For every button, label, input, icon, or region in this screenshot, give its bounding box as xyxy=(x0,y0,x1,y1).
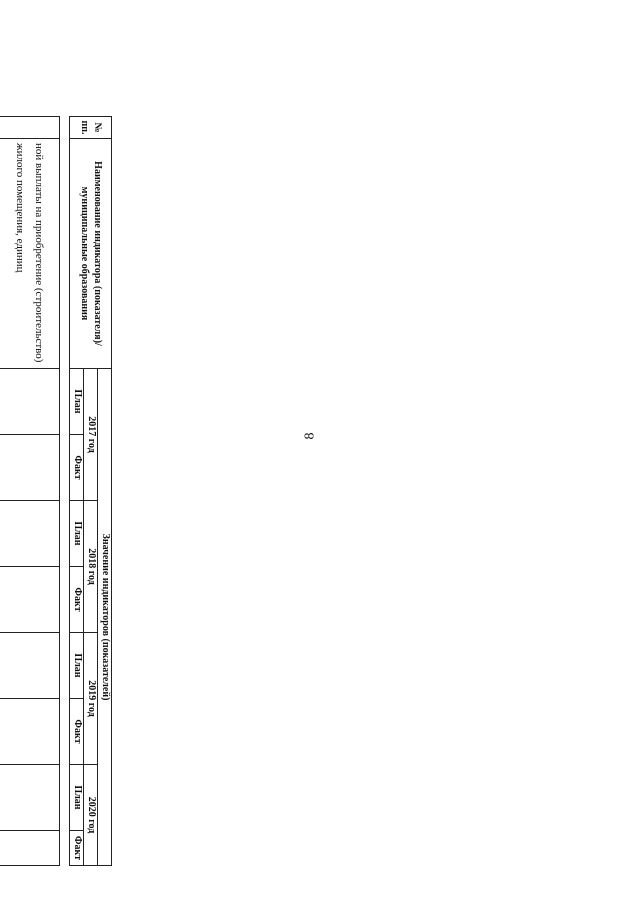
row-number xyxy=(0,117,60,139)
header-plan: План xyxy=(70,369,84,435)
header-plan: План xyxy=(70,633,84,699)
header-num: № пп. xyxy=(70,117,112,139)
header-plan: План xyxy=(70,765,84,831)
value-cell xyxy=(0,633,60,699)
header-fact: Факт xyxy=(70,435,84,501)
value-cell xyxy=(0,699,60,765)
indicator-name: ной выплаты на приобретение (строительство) жилого помещения, единиц xyxy=(0,139,60,369)
header-values-group: Значение индикаторов (показателей) xyxy=(98,369,112,866)
value-cell xyxy=(0,567,60,633)
value-cell xyxy=(0,369,60,435)
header-plan: План xyxy=(70,501,84,567)
header-year: 2017 год xyxy=(84,369,98,501)
value-cell xyxy=(0,831,60,866)
indicators-table xyxy=(0,116,112,866)
header-indicator-name: Наименование индикатора (показателя)/муниципальные образования xyxy=(70,139,112,369)
table-row xyxy=(0,117,60,866)
header-fact: Факт xyxy=(70,699,84,765)
value-cell xyxy=(0,501,60,567)
header-year: 2019 год xyxy=(84,633,98,765)
header-year: 2020 год xyxy=(84,765,98,866)
page-number: 8 xyxy=(302,432,318,440)
value-cell xyxy=(0,765,60,831)
header-year: 2018 год xyxy=(84,501,98,633)
header-fact: Факт xyxy=(70,831,84,866)
value-cell xyxy=(0,435,60,501)
header-fact: Факт xyxy=(70,567,84,633)
